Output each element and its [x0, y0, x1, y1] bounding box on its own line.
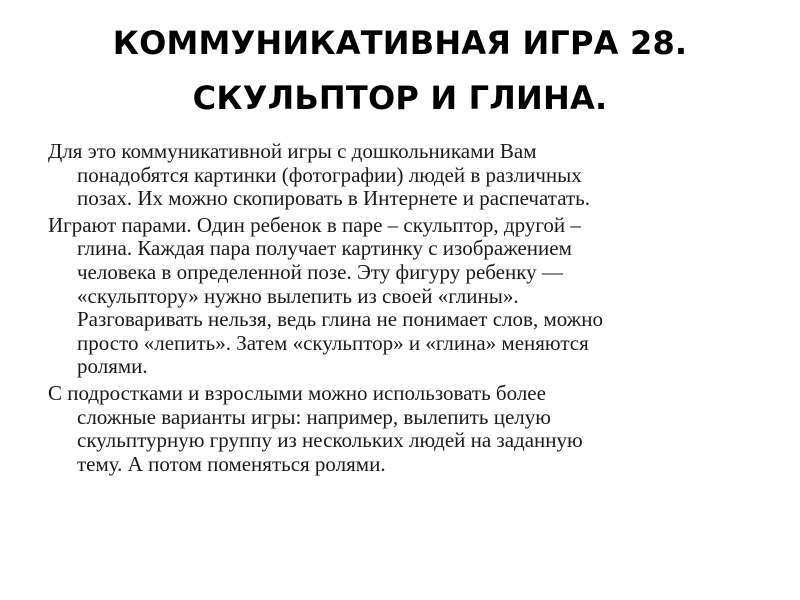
- paragraph-line: ролями.: [77, 354, 148, 379]
- paragraph-line: просто «лепить». Затем «скульптор» и «глина» меняются: [77, 330, 589, 355]
- paragraph-line: Разговаривать нельзя, ведь глина не понимает слов, можно: [77, 307, 603, 332]
- paragraph-1: [48, 140, 768, 211]
- paragraph-3: [48, 382, 768, 476]
- slide-title: [40, 16, 760, 126]
- paragraph-line: сложные варианты игры: например, вылепить целую: [77, 404, 551, 429]
- paragraph-2: [48, 214, 768, 379]
- title-line-1: КОММУНИКАТИВНАЯ ИГРА 28.: [112, 24, 688, 62]
- paragraph-line: человека в определенной позе. Эту фигуру ребенку —: [77, 259, 563, 284]
- paragraph-line: скульптурную группу из нескольких людей на заданную: [77, 428, 583, 453]
- title-line-2: СКУЛЬПТОР И ГЛИНА.: [192, 79, 608, 117]
- paragraph-line: тему. А потом поменяться ролями.: [77, 451, 386, 476]
- paragraph-line: позах. Их можно скопировать в Интернете и распечатать.: [77, 186, 590, 211]
- paragraph-line: «скульптору» нужно вылепить из своей «глины».: [77, 283, 519, 308]
- paragraph-line: глина. Каждая пара получает картинку с изображением: [77, 236, 572, 261]
- paragraph-line: понадобятся картинки (фотографии) людей в различных: [77, 162, 582, 187]
- paragraph-line: Играют парами. Один ребенок в паре – скульптор, другой –: [48, 212, 581, 237]
- paragraph-line: С подростками и взрослыми можно использовать более: [48, 380, 546, 405]
- paragraph-line: Для это коммуникативной игры с дошкольниками Вам: [48, 139, 537, 163]
- slide-body: [48, 140, 768, 479]
